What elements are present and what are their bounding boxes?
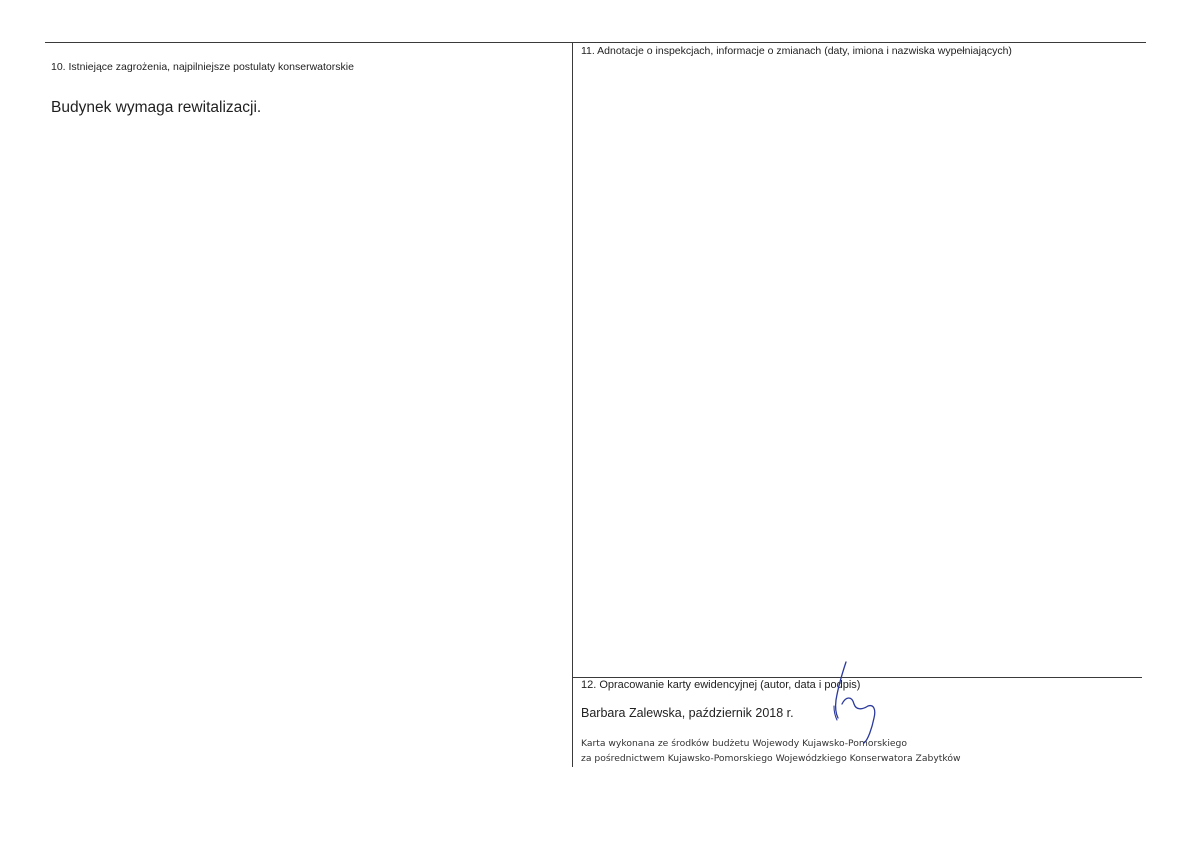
section-10-label: 10. Istniejące zagrożenia, najpilniejsze postulaty konserwatorskie — [51, 61, 354, 73]
top-divider-left — [45, 42, 573, 43]
column-divider — [572, 42, 573, 767]
section-10-content: Budynek wymaga rewitalizacji. — [51, 99, 262, 116]
funding-note-line-2: za pośrednictwem Kujawsko-Pomorskiego Wojewódzkiego Konserwatora Zabytków — [581, 753, 961, 764]
section-12-label: 12. Opracowanie karty ewidencyjnej (autor, data i podpis) — [581, 679, 861, 691]
author-line: Barbara Zalewska, październik 2018 r. — [581, 706, 794, 720]
funding-note-line-1: Karta wykonana ze środków budżetu Wojewody Kujawsko-Pomorskiego — [581, 738, 907, 749]
section-11-label: 11. Adnotacje o inspekcjach, informacje o zmianach (daty, imiona i nazwiska wypełniających) — [581, 45, 1012, 57]
top-divider-right — [573, 42, 1146, 43]
handwritten-signature — [828, 660, 884, 744]
